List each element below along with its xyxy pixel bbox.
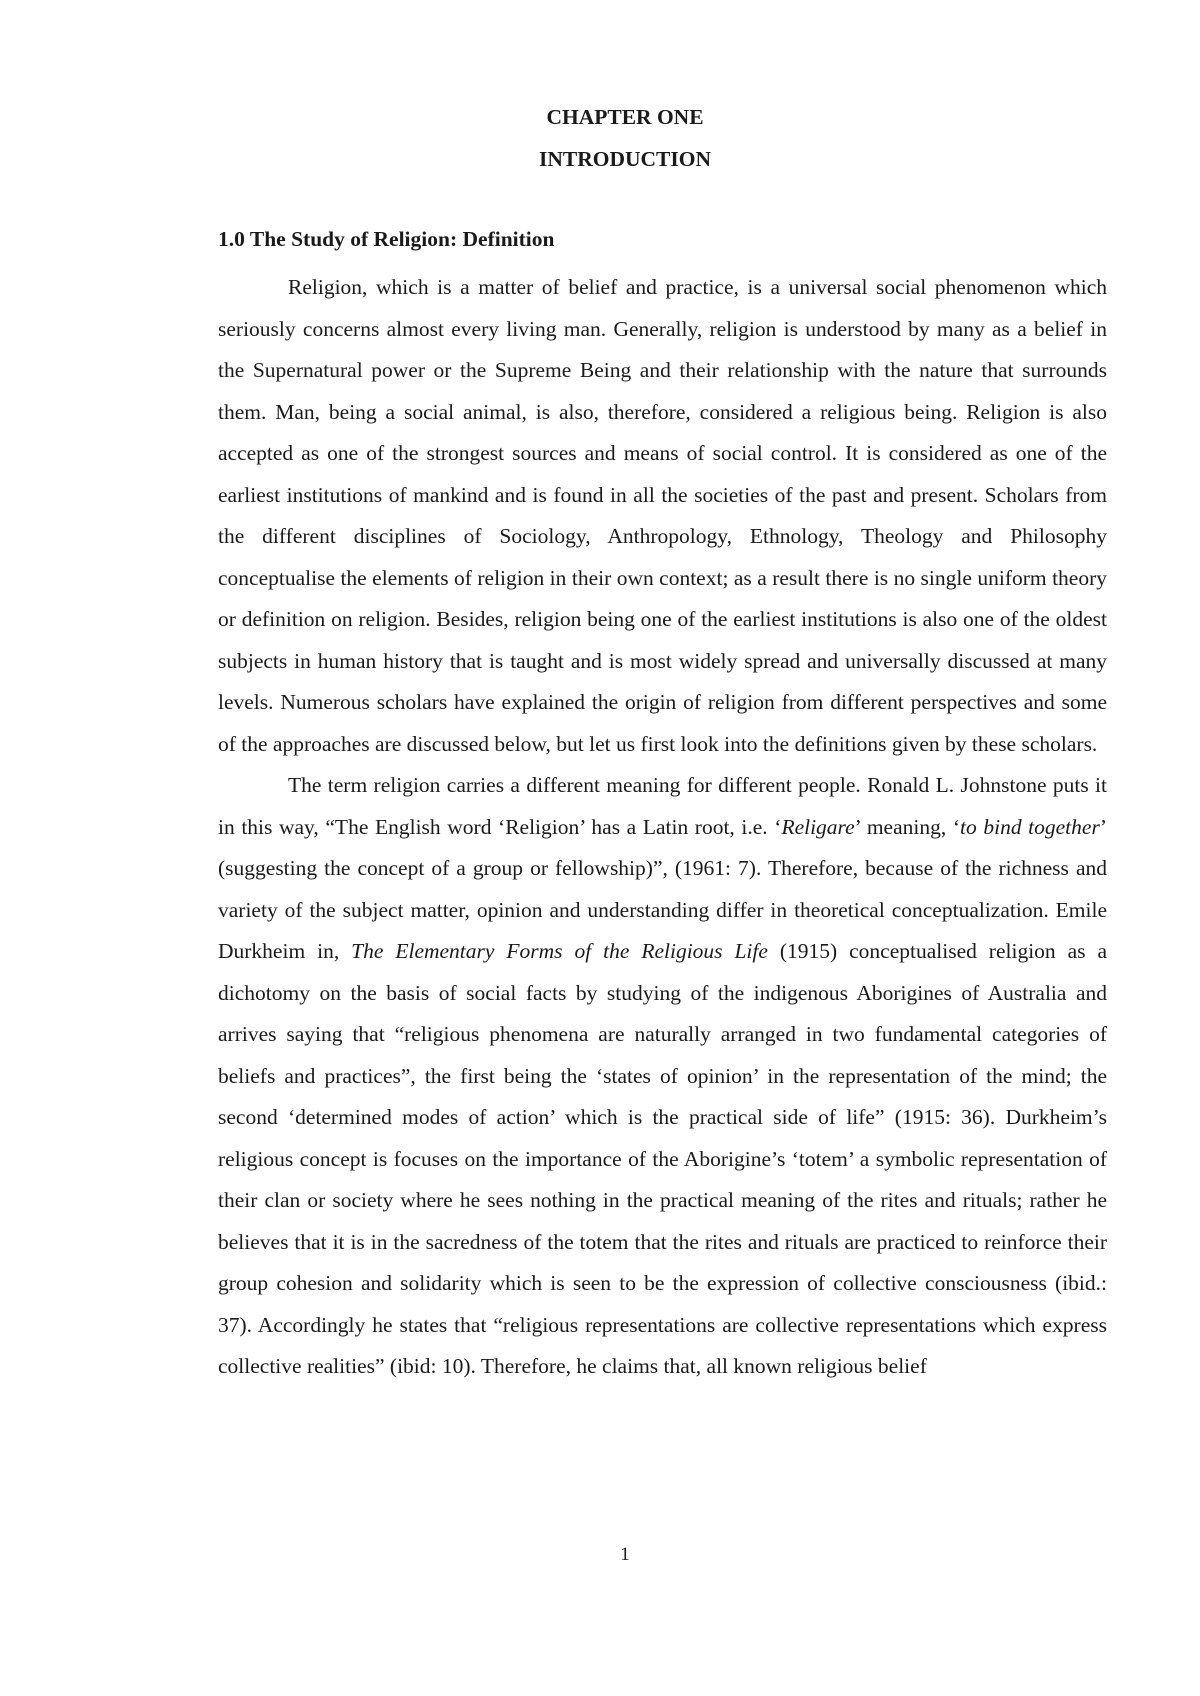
paragraph-2 xyxy=(218,765,1107,1388)
latin-term: Religare xyxy=(781,814,855,839)
chapter-heading xyxy=(0,96,1200,180)
latin-meaning: to bind together xyxy=(960,814,1100,839)
chapter-label: CHAPTER ONE xyxy=(546,105,704,129)
body-text xyxy=(218,267,1107,1388)
paragraph-2-text: ’ (suggesting the concept of a group or fellowship)”, (1961: 7). Therefore, because of the richness and variety of the subject matter, opinion and understanding differ in theoretical conceptualization. Emile Durkheim in, xyxy=(218,814,1107,963)
paragraph-1: Religion, which is a matter of belief and practice, is a universal social phenomenon which seriously concerns almost every living man. Generally, religion is understood by many as a belief in the Supernatural power or the Supreme Being and their relationship with the nature that surrounds them. Man, being a social animal, is also, therefore, considered a religious being. Religion is also accepted as one of the strongest sources and means of social control. It is considered as one of the earliest institutions of mankind and is found in all the societies of the past and present. Scholars from the different disciplines of Sociology, Anthropology, Ethnology, Theology and Philosophy conceptualise the elements of religion in their own context; as a result there is no single uniform theory or definition on religion. Besides, religion being one of the earliest institutions is also one of the oldest subjects in human history that is taught and is most widely spread and universally discussed at many levels. Numerous scholars have explained the origin of religion from different perspectives and some of the approaches are discussed below, but let us first look into the definitions given by these scholars. xyxy=(218,275,1107,756)
book-title: The Elementary Forms of the Religious Life xyxy=(351,939,768,963)
paragraph-2-text: (1915) conceptualised religion as a dichotomy on the basis of social facts by studying of the indigenous Aborigines of Australia and arrives saying that “religious phenomena are naturally arranged in two fundamental categories of beliefs and practices”, the first being the ‘states of opinion’ in the representation of the mind; the second ‘determined modes of action’ which is the practical side of life” (1915: 36). Durkheim’s religious concept is focuses on the importance of the Aborigine’s ‘totem’ a symbolic representation of their clan or society where he sees nothing in the practical meaning of the rites and rituals; rather he believes that it is in the sacredness of the totem that the rites and rituals are practiced to reinforce their group cohesion and solidarity which is seen to be the expression of collective consciousness (ibid.: 37). Accordingly he states that “religious representations are collective representations which express collective realities” (ibid: 10). Therefore, he claims that, all known religious belief xyxy=(218,939,1107,1378)
chapter-title: INTRODUCTION xyxy=(538,147,712,171)
section-title: 1.0 The Study of Religion: Definition xyxy=(218,227,555,251)
page-number: 1 xyxy=(620,1544,630,1565)
paragraph-2-text: The term religion carries a different meaning for different people. Ronald L. Johnstone puts it in this way, “The English word ‘Religion’ has a Latin root, i.e. ‘ xyxy=(218,773,1107,839)
paragraph-2-text: ’ meaning, ‘ xyxy=(854,814,961,839)
